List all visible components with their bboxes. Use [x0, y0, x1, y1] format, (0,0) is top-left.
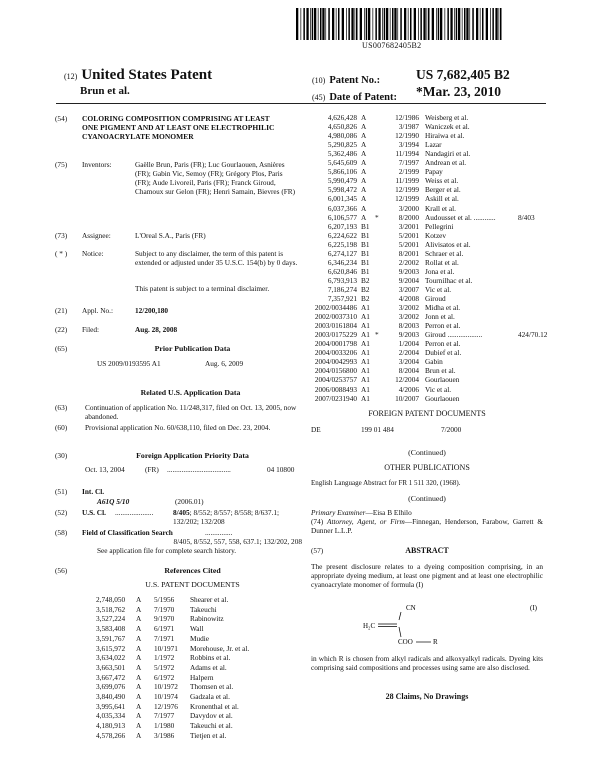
assignee-name: L'Oreal S.A., Paris (FR)	[135, 231, 206, 240]
prior-pub-date: Aug. 6, 2009	[205, 359, 244, 368]
barcode	[296, 8, 502, 40]
claims-count: 28 Claims, No Drawings	[385, 692, 469, 701]
doc-type-title: United States Patent	[81, 67, 213, 83]
foreign-docs-heading: FOREIGN PATENT DOCUMENTS	[368, 409, 486, 418]
patent-number: US 7,682,405 B2	[416, 67, 510, 82]
other-pubs-continued: (Continued)	[408, 494, 446, 503]
filed-date: Aug. 28, 2008	[135, 325, 178, 334]
notice-disclaimer: This patent is subject to a terminal disclaimer.	[135, 284, 270, 293]
foreign-continued: (Continued)	[408, 448, 446, 457]
other-pub-item: English Language Abstract for FR 1 511 320, (1968).	[311, 479, 461, 487]
abstract-text-2: in which R is chosen from alkyl radicals and alkoxyalkyl radicals. Dyeing kits comprising said compositions and processes using same are also disclosed.	[311, 654, 543, 673]
notice-text: Subject to any disclaimer, the term of this patent is extended or adjusted under 35 U.S.C. 154(b) by 0 days.	[135, 249, 298, 268]
appl-number: 12/200,180	[135, 306, 169, 315]
patent-front-page: US007682405B2 (12) United States Patent Brun et al. (10) Patent No.: US 7,682,405 B2 (45) Date of Patent: *Mar. 23, 2010 (54) COLORING COMPOSITION COMPRISING AT LEAST ONE PIGMENT AND AT LEAST ONE ELECTROPHILIC CYANOACRYLATE MONOMER (75) Inventors: Gaëlle Brun, Paris (FR); Luc Gourlaouen, Asnières (FR); Gabin Vic, Semoy (FR); Grégory Plos, Paris (FR); Aude Livoreil, Paris (FR); Franck Giroud, Chamoux sur Gelon (FR); Henri Samain, Bievres (FR) (73) Assignee: L'Oreal S.A., Paris (FR) ( * ) Notice: Subject to any disclaimer, the term of this patent is extended or adjusted under 35 U.S.C. 154(b) by 0 days. This patent is subject to a terminal disclaimer. (21) Appl. No.: 12/200,180 (22) Filed: Aug. 28, 2008 (65) Prior Publication Data US 2009/0193595 A1 Aug. 6, 2009 Related U.S. Application Data (63) Continuation of application No. 11/248,317, filed on Oct. 13, 2005, now abandoned. (60) Provisional application No. 60/638,110, filed on Dec. 23, 2004. (30) Foreign Application Priority Data Oct. 13, 2004 (FR) ................................... 04 10800 (51) Int. Cl. A61Q 5/10 (2006.01) (52) U.S. Cl. ..................... 8/405; 8/552; 8/557; 8/558; 8/637.1; 132/202; 132/208 (58) Field of Classification Search ............... 8/405, 8/552, 557, 558, 637.1; 132/202, 208 See application file for complete search history. (56) References Cited U.S. PATENT DOCUMENTS 2,748,050 A 5/1956 Shearer et al. 3,518,762 A 7/1970 Takeuchi 3,527,224 A 9/1970 Rabinowitz 3,583,408 A 6/1971 Wall 3,591,767 A 7/1971 Mudie 3,615,972 A 10/1971 Morehouse, Jr. et al. 3,634,022 A 1/1972 Robbins et al. 3,663,501 A 5/1972 Adams et al. 3,667,472 A 6/1972 Halpern 3,699,076 A 10/1972 Thomsen et al. 3,840,490 A 10/1974 Gadzala et al. 3,995,641 A 12/1976 Kronenthal et al. 4,035,334 A 7/1977 Davydov et al. 4,180,913 A 1/1980 Takeuchi et al. 4,578,266 A 3/1986 Tietjen et al. 4,626,428 A 12/1986 Weisberg et al. 4,650,826 A 3/1987 Waniczek et al. 4,980,086 A 12/1990 Hiraiwa et al. 5,290,825 A 3/1994 Lazar 5,362,486 A 11/1994 Nandagiri et al. 5,645,609 A 7/1997 Andrean et al. 5,866,106 A 2/1999 Papay 5,990,479 A 11/1999 Weiss et al. 5,998,472 A 12/1999 Berger et al. 6,001,345 A 12/1999 Askill et al. 6,037,366 A 3/2000 Krall et al. 6,106,577 A * 8/2000 Audousset et al. ............ 8/403 6,207,193 B1 3/2001 Pellegrini 6,224,622 B1 5/2001 Kotzev 6,225,198 B1 5/2001 Alivisatos et al. 6,274,127 B1 8/2001 Schraer et al. 6,346,234 B1 2/2002 Rollat et al. 6,620,846 B1 9/2003 Jona et al. 6,793,913 B2 9/2004 Tournilhac et al. 7,186,274 B2 3/2007 Vic et al. 7,357,921 B2 4/2008 Giroud 2002/0034486 A1 3/2002 Midha et al. 2002/0037310 A1 3/2002 Jonn et al. 2003/0161804 A1 8/2003 Perron et al. 2003/0175229 A1 * 9/2003 Giroud ................... 424/70.12 2004/0001798 A1 1/2004 Perron et al. 2004/0033206 A1 2/2004 Dubief et al. 2004/0042993 A1 3/2004 Gabin 2004/0156800 A1 8/2004 Brun et al. 2004/0253757 A1 12/2004 Gourlaouen 2006/0088493 A1 4/2006 Vic et al. 2007/0231940 A1 10/2007 Gourlaouen FOREIGN PATENT DOCUMENTS DE 199 01 484 7/2000 (Continued) OTHER PUBLICATIONS English Language Abstract for FR 1 511 320, (1968). (Continued) Primary Examiner—Eisa B Elhilo (74) Attorney, Agent, or Firm—Finnegan, Henderson, Farabow, Garrett & Dunner L.L.P. (57) ABSTRACT The present disclosure relates to a dyeing composition comprising, in an appropriate dyeing medium, at least one pigment and at least one electrophilic cyanoacrylate monomer of formula (I) (I) CN H₂C COO R in which R is chosen from alkyl radicals and alkoxyalkyl radicals. Dyeing kits comprising said compositions and processes using same are also disclosed. 28 Claims, No Drawings	[0, 0, 600, 773]
other-pubs-heading: OTHER PUBLICATIONS	[384, 463, 470, 472]
publication-number: US007682405B2	[362, 41, 422, 50]
header-divider	[56, 103, 546, 104]
abstract-text-1: The present disclosure relates to a dyeing composition comprising, in an appropriate dyeing medium, at least one pigment and at least one electrophilic cyanoacrylate monomer of formula (I)	[311, 562, 543, 590]
chemical-formula	[311, 598, 543, 650]
patent-title: COLORING COMPOSITION COMPRISING AT LEAST ONE PIGMENT AND AT LEAST ONE ELECTROPHILIC CYANOACRYLATE MONOMER	[82, 114, 275, 142]
abstract-heading-row: (57) ABSTRACT	[311, 546, 449, 555]
svg-text:H₂C: H₂C	[363, 622, 376, 630]
related-heading: Related U.S. Application Data	[140, 388, 241, 397]
svg-text:R: R	[433, 638, 438, 646]
header-inventor: Brun et al.	[80, 85, 130, 97]
patent-date: *Mar. 23, 2010	[416, 84, 501, 99]
svg-text:(I): (I)	[530, 604, 537, 612]
inventors-list: Gaëlle Brun, Paris (FR); Luc Gourlaouen, Asnières (FR); Gabin Vic, Semoy (FR); Grégory Plos, Paris (FR); Aude Livoreil, Paris (FR); Franck Giroud, Chamoux sur Gelon (FR); Henri Samain, Bievres (FR)	[135, 160, 296, 197]
header-patent-no: (10) Patent No.: US 7,682,405 B2	[312, 67, 510, 86]
prior-pub-number: US 2009/0193595 A1	[97, 359, 161, 368]
svg-text:CN: CN	[406, 604, 416, 612]
examiner-block: Primary Examiner—Eisa B Elhilo (74) Attorney, Agent, or Firm—Finnegan, Henderson, Farabow, Garrett & Dunner L.L.P.	[311, 508, 543, 536]
svg-text:COO: COO	[398, 638, 413, 646]
header-doc-type: (12) United States Patent	[64, 67, 213, 83]
header-date: (45) Date of Patent: *Mar. 23, 2010	[312, 84, 501, 103]
